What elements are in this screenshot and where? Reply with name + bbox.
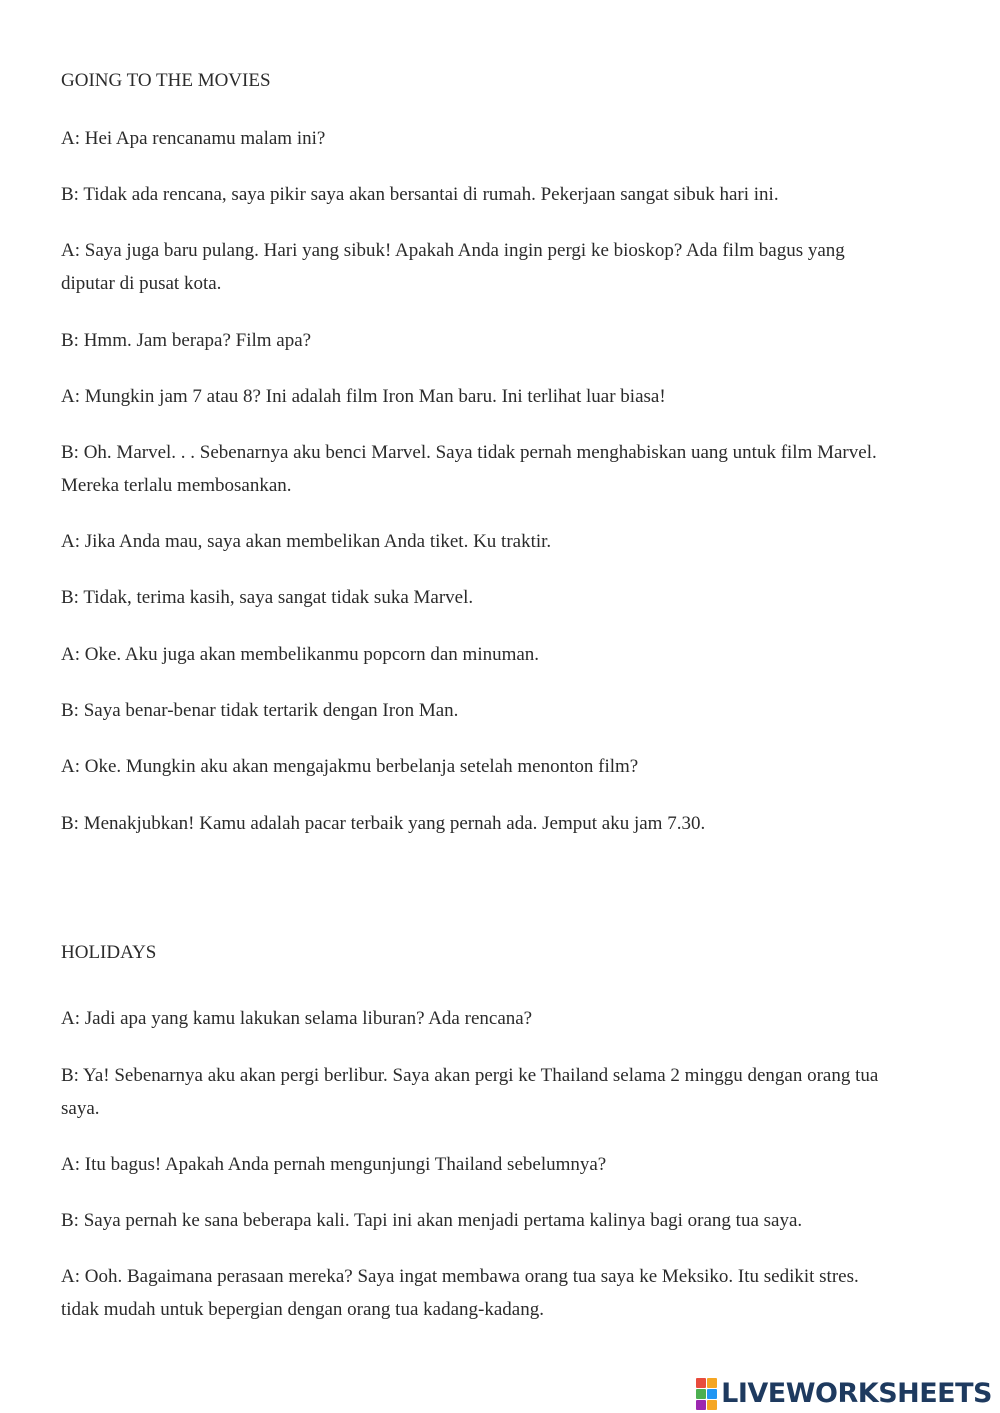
dialogue-line (61, 581, 941, 614)
dialogue-line (61, 1002, 941, 1035)
section-holidays (61, 941, 941, 965)
line-text: B: Menakjubkan! Kamu adalah pacar terbaik yang pernah ada. Jemput aku jam 7.30. (61, 813, 706, 834)
line-text: A: Saya juga baru pulang. Hari yang sibuk! Apakah Anda ingin pergi ke bioskop? Ada film bagus yang (61, 240, 845, 261)
dialogue-line (61, 178, 941, 211)
dialogue-line (61, 638, 941, 671)
dialogue-line (61, 1204, 941, 1237)
line-text: A: Oke. Aku juga akan membelikanmu popcorn dan minuman. (61, 644, 540, 665)
line-text: B: Oh. Marvel. . . Sebenarnya aku benci Marvel. Saya tidak pernah menghabiskan uang untuk film Marvel. (61, 442, 877, 463)
dialogue-line (61, 1260, 941, 1326)
liveworksheets-mark-icon (696, 1378, 717, 1410)
line-text: Mereka terlalu membosankan. (61, 475, 292, 496)
line-text: A: Jika Anda mau, saya akan membelikan Anda tiket. Ku traktir. (61, 531, 552, 552)
dialogue-line (61, 1059, 941, 1125)
line-text: B: Ya! Sebenarnya aku akan pergi berlibur. Saya akan pergi ke Thailand selama 2 minggu dengan orang tua (61, 1065, 879, 1086)
dialogue-line (61, 807, 941, 840)
dialogue-line (61, 436, 941, 502)
dialogue-line (61, 525, 941, 558)
line-text: saya. (61, 1098, 100, 1119)
brand-name: LIVEWORKSHEETS (721, 1378, 992, 1409)
line-text: A: Hei Apa rencanamu malam ini? (61, 128, 326, 149)
line-text: diputar di pusat kota. (61, 273, 222, 294)
dialogue-line (61, 380, 941, 413)
section-going-to-the-movies (61, 69, 941, 93)
line-text: B: Saya benar-benar tidak tertarik dengan Iron Man. (61, 700, 459, 721)
line-text: B: Saya pernah ke sana beberapa kali. Tapi ini akan menjadi pertama kalinya bagi orang tua saya. (61, 1210, 803, 1231)
liveworksheets-logo (696, 1378, 992, 1410)
line-text: A: Mungkin jam 7 atau 8? Ini adalah film Iron Man baru. Ini terlihat luar biasa! (61, 386, 666, 407)
dialogue-line (61, 1148, 941, 1181)
section-title: GOING TO THE MOVIES (61, 70, 271, 91)
dialogue-line (61, 234, 941, 300)
line-text: A: Itu bagus! Apakah Anda pernah mengunjungi Thailand sebelumnya? (61, 1154, 607, 1175)
dialogue-line (61, 122, 941, 155)
line-text: B: Tidak ada rencana, saya pikir saya akan bersantai di rumah. Pekerjaan sangat sibuk hari ini. (61, 184, 779, 205)
line-text: A: Ooh. Bagaimana perasaan mereka? Saya ingat membawa orang tua saya ke Meksiko. Itu sedikit stres. (61, 1266, 859, 1287)
line-text: tidak mudah untuk bepergian dengan orang tua kadang-kadang. (61, 1299, 544, 1320)
dialogue-line (61, 324, 941, 357)
dialogue-line (61, 750, 941, 783)
section-title: HOLIDAYS (61, 942, 157, 963)
line-text: B: Hmm. Jam berapa? Film apa? (61, 330, 312, 351)
dialogue-line (61, 694, 941, 727)
line-text: A: Jadi apa yang kamu lakukan selama liburan? Ada rencana? (61, 1008, 533, 1029)
line-text: A: Oke. Mungkin aku akan mengajakmu berbelanja setelah menonton film? (61, 756, 639, 777)
line-text: B: Tidak, terima kasih, saya sangat tidak suka Marvel. (61, 587, 474, 608)
